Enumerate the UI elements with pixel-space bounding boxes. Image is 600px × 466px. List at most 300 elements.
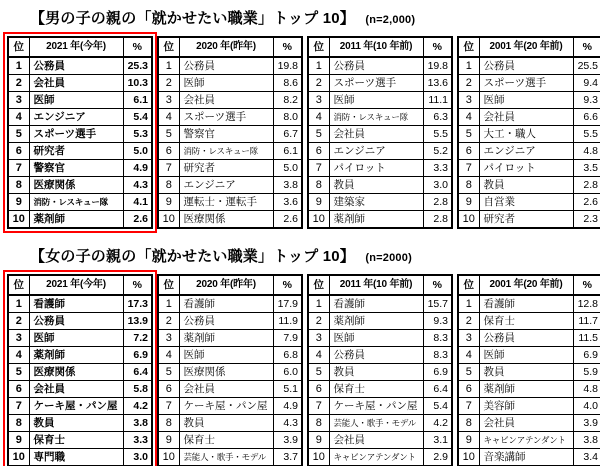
percent-cell: 3.8 [273,177,302,194]
rank-cell: 4 [458,347,479,364]
rank-cell: 8 [158,415,179,432]
job-cell: 会社員 [179,381,273,398]
rank-cell: 7 [308,160,329,177]
percent-cell: 3.9 [273,432,302,449]
percent-cell: 25.5 [573,57,600,75]
percent-cell: 6.3 [423,109,452,126]
rank-cell: 3 [8,92,29,109]
rank-cell: 4 [158,109,179,126]
table-row [458,194,600,211]
table-row [308,330,452,347]
percent-cell: 17.3 [123,295,152,313]
table-row [308,126,452,143]
table-row [458,432,600,449]
table-row [308,381,452,398]
rank-cell: 6 [308,143,329,160]
rank-cell: 8 [158,177,179,194]
job-cell: 教員 [479,177,573,194]
table-row [308,364,452,381]
job-cell: 医師 [29,330,123,347]
table-row [308,313,452,330]
job-cell: 薬剤師 [179,330,273,347]
rank-cell: 1 [458,295,479,313]
job-cell: 公務員 [29,313,123,330]
job-cell: 公務員 [329,347,423,364]
table-row [308,160,452,177]
table-row [458,92,600,109]
table-row [158,126,302,143]
percent-cell: 6.8 [273,347,302,364]
table-row [8,160,152,177]
table-row [8,126,152,143]
table-row [308,295,452,313]
table-row [8,109,152,126]
table-row [158,415,302,432]
job-cell: エンジニア [179,177,273,194]
table-row [308,211,452,229]
rank-cell: 10 [8,211,29,229]
percent-cell: 6.9 [573,347,600,364]
job-cell: 薬剤師 [29,347,123,364]
rank-header: 位 [158,37,179,57]
percent-cell: 5.2 [423,143,452,160]
percent-cell: 5.3 [123,126,152,143]
job-cell: 会社員 [329,432,423,449]
percent-cell: 3.4 [573,449,600,466]
job-cell: 看護師 [179,295,273,313]
job-cell: 医師 [179,75,273,92]
year-group-2011 [307,36,453,229]
rank-cell: 3 [458,330,479,347]
job-cell: 音楽講師 [479,449,573,466]
rank-cell: 9 [8,194,29,211]
job-cell: エンジニア [329,143,423,160]
table-row [8,295,152,313]
percent-cell: 5.4 [123,109,152,126]
job-cell: 医療関係 [29,364,123,381]
job-cell: 看護師 [329,295,423,313]
job-cell: パイロット [479,160,573,177]
table-row [158,57,302,75]
percent-cell: 6.6 [573,109,600,126]
percent-cell: 3.6 [273,194,302,211]
table-row [458,295,600,313]
rank-cell: 4 [458,109,479,126]
percent-header: % [423,37,452,57]
boys-ranking-table [7,36,600,229]
percent-header: % [273,37,302,57]
boys-title-text: 【男の子の親の「就かせたい職業」トップ 10】 [30,10,356,27]
table-row [458,143,600,160]
job-cell: エンジニア [29,109,123,126]
percent-cell: 13.9 [123,313,152,330]
percent-cell: 9.3 [423,313,452,330]
rank-header: 位 [458,37,479,57]
rank-cell: 6 [158,381,179,398]
table-row [458,109,600,126]
job-cell: 医師 [29,92,123,109]
percent-cell: 3.0 [123,449,152,466]
job-cell: 会社員 [329,126,423,143]
rank-cell: 1 [8,295,29,313]
table-row [158,160,302,177]
ranking-table [157,274,303,466]
job-cell: 医療関係 [29,177,123,194]
rank-cell: 1 [458,57,479,75]
table-row [308,109,452,126]
rank-cell: 5 [458,126,479,143]
rank-cell: 5 [308,364,329,381]
rank-cell: 10 [8,449,29,466]
table-row [8,381,152,398]
table-row [308,415,452,432]
percent-cell: 8.0 [273,109,302,126]
table-row [308,177,452,194]
percent-cell: 11.9 [273,313,302,330]
rank-cell: 5 [8,364,29,381]
rank-cell: 3 [158,92,179,109]
percent-header: % [423,275,452,295]
job-cell: 教員 [329,177,423,194]
percent-cell: 3.1 [423,432,452,449]
girls-title-text: 【女の子の親の「就かせたい職業」トップ 10】 [30,248,356,265]
table-row [158,194,302,211]
percent-cell: 6.4 [423,381,452,398]
percent-cell: 4.9 [273,398,302,415]
rank-cell: 10 [458,211,479,229]
job-cell: 自営業 [479,194,573,211]
year-group-2001 [457,36,600,229]
percent-cell: 6.9 [123,347,152,364]
percent-cell: 4.2 [123,398,152,415]
job-cell: 教員 [329,364,423,381]
job-cell: 会社員 [179,92,273,109]
year-header: 2001 年(20 年前) [479,37,573,57]
job-cell: ケーキ屋・パン屋 [29,398,123,415]
percent-cell: 3.8 [123,415,152,432]
job-cell: 研究者 [479,211,573,229]
year-group-2011 [307,274,453,466]
header-row [8,37,152,57]
job-cell: キャビンアテンダント [329,449,423,466]
job-cell: 専門職 [29,449,123,466]
year-header: 2020 年(昨年) [179,275,273,295]
percent-cell: 9.3 [573,92,600,109]
table-row [8,57,152,75]
rank-cell: 2 [158,313,179,330]
percent-cell: 2.6 [573,194,600,211]
rank-cell: 7 [8,160,29,177]
table-row [458,177,600,194]
girls-sample-size-note: (n=2000) [365,252,412,264]
table-row [8,194,152,211]
table-row [458,449,600,466]
rank-header: 位 [158,275,179,295]
percent-cell: 2.6 [273,211,302,229]
ranking-table [7,36,153,229]
rank-cell: 10 [158,211,179,229]
rank-cell: 6 [458,381,479,398]
job-cell: 医師 [479,92,573,109]
table-row [308,347,452,364]
percent-cell: 3.5 [573,160,600,177]
rank-header: 位 [8,275,29,295]
table-row [8,177,152,194]
job-cell: キャビンアテンダント [479,432,573,449]
rank-cell: 9 [458,194,479,211]
rank-cell: 4 [308,347,329,364]
job-cell: 警察官 [179,126,273,143]
ranking-table [7,274,153,466]
rank-cell: 7 [308,398,329,415]
job-cell: 美容師 [479,398,573,415]
header-row [308,275,452,295]
table-row [458,364,600,381]
percent-cell: 19.8 [423,57,452,75]
table-row [8,92,152,109]
rank-cell: 5 [158,126,179,143]
rank-cell: 2 [308,75,329,92]
job-cell: 保育士 [179,432,273,449]
job-cell: エンジニア [479,143,573,160]
job-cell: 会社員 [29,381,123,398]
percent-cell: 7.2 [123,330,152,347]
table-row [308,449,452,466]
job-cell: 薬剤師 [29,211,123,229]
girls-section-title [30,245,600,266]
percent-cell: 7.9 [273,330,302,347]
year-header: 2011 年(10 年前) [329,37,423,57]
rank-cell: 8 [458,177,479,194]
table-row [308,75,452,92]
rank-cell: 1 [8,57,29,75]
table-row [158,109,302,126]
percent-cell: 2.6 [123,211,152,229]
rank-cell: 9 [158,194,179,211]
table-row [458,160,600,177]
table-row [158,211,302,229]
job-cell: 医師 [329,330,423,347]
rank-cell: 10 [458,449,479,466]
rank-cell: 7 [8,398,29,415]
percent-cell: 5.5 [423,126,452,143]
table-row [308,57,452,75]
percent-cell: 5.5 [573,126,600,143]
job-cell: 建築家 [329,194,423,211]
percent-cell: 4.8 [573,381,600,398]
percent-cell: 8.3 [423,330,452,347]
percent-cell: 4.3 [273,415,302,432]
table-row [158,330,302,347]
rank-cell: 2 [8,313,29,330]
rank-cell: 8 [458,415,479,432]
percent-cell: 10.3 [123,75,152,92]
job-cell: 薬剤師 [329,211,423,229]
percent-header: % [573,37,600,57]
header-row [158,37,302,57]
percent-cell: 5.4 [423,398,452,415]
table-row [8,211,152,229]
table-row [158,432,302,449]
percent-cell: 5.0 [273,160,302,177]
rank-cell: 2 [458,75,479,92]
percent-cell: 3.7 [273,449,302,466]
table-row [158,295,302,313]
job-cell: 教員 [179,415,273,432]
boys-section-title [30,7,600,28]
rank-cell: 4 [158,347,179,364]
table-row [308,398,452,415]
job-cell: 教員 [479,364,573,381]
job-cell: 公務員 [179,313,273,330]
percent-cell: 3.8 [573,432,600,449]
table-row [158,398,302,415]
job-cell: 保育士 [479,313,573,330]
table-row [308,143,452,160]
percent-cell: 4.2 [423,415,452,432]
job-cell: 警察官 [29,160,123,177]
table-row [458,75,600,92]
rank-cell: 7 [158,160,179,177]
table-row [158,143,302,160]
percent-cell: 3.3 [423,160,452,177]
percent-cell: 8.2 [273,92,302,109]
boys-sample-size-note: (n=2,000) [365,14,416,26]
table-row [308,432,452,449]
percent-cell: 25.3 [123,57,152,75]
job-cell: 芸能人・歌手・モデル [329,415,423,432]
header-row [158,275,302,295]
job-cell: 消防・レスキュー隊 [329,109,423,126]
job-cell: 医療関係 [179,211,273,229]
percent-cell: 5.1 [273,381,302,398]
rank-cell: 7 [458,398,479,415]
rank-cell: 1 [158,57,179,75]
rank-cell: 1 [158,295,179,313]
percent-cell: 11.1 [423,92,452,109]
table-row [158,92,302,109]
table-row [458,57,600,75]
percent-cell: 6.1 [273,143,302,160]
job-cell: 医師 [179,347,273,364]
job-cell: 芸能人・歌手・モデル [179,449,273,466]
percent-cell: 11.5 [573,330,600,347]
rank-cell: 6 [158,143,179,160]
rank-cell: 8 [8,177,29,194]
year-group-2020 [157,36,303,229]
rank-cell: 7 [158,398,179,415]
rank-cell: 5 [308,126,329,143]
rank-cell: 8 [308,177,329,194]
year-header: 2021 年(今年) [29,37,123,57]
job-cell: 保育士 [329,381,423,398]
rank-cell: 2 [158,75,179,92]
table-row [458,398,600,415]
percent-cell: 13.6 [423,75,452,92]
percent-cell: 6.1 [123,92,152,109]
table-row [8,398,152,415]
rank-cell: 2 [458,313,479,330]
percent-cell: 8.6 [273,75,302,92]
table-row [8,347,152,364]
percent-cell: 4.0 [573,398,600,415]
rank-header: 位 [8,37,29,57]
table-row [308,92,452,109]
ranking-table [157,36,303,229]
table-row [158,313,302,330]
year-header: 2021 年(今年) [29,275,123,295]
rank-cell: 3 [308,330,329,347]
job-cell: 教員 [29,415,123,432]
table-row [458,347,600,364]
percent-cell: 2.9 [423,449,452,466]
job-cell: 公務員 [29,57,123,75]
rank-cell: 2 [308,313,329,330]
table-row [8,330,152,347]
job-cell: 会社員 [479,415,573,432]
table-row [158,364,302,381]
table-row [8,313,152,330]
header-row [458,37,600,57]
rank-cell: 6 [8,381,29,398]
rank-cell: 6 [308,381,329,398]
job-cell: 保育士 [29,432,123,449]
header-row [8,275,152,295]
percent-header: % [273,275,302,295]
table-row [458,126,600,143]
percent-header: % [123,37,152,57]
table-row [458,381,600,398]
percent-cell: 2.8 [423,194,452,211]
rank-cell: 7 [458,160,479,177]
rank-cell: 8 [8,415,29,432]
year-header: 2020 年(昨年) [179,37,273,57]
table-row [8,432,152,449]
rank-cell: 8 [308,415,329,432]
table-row [158,75,302,92]
rank-cell: 10 [308,449,329,466]
job-cell: パイロット [329,160,423,177]
job-cell: ケーキ屋・パン屋 [329,398,423,415]
job-cell: 運転士・運転手 [179,194,273,211]
percent-cell: 6.9 [423,364,452,381]
year-header: 2001 年(20 年前) [479,275,573,295]
job-cell: 公務員 [479,330,573,347]
percent-cell: 12.8 [573,295,600,313]
rank-cell: 9 [458,432,479,449]
header-row [308,37,452,57]
rank-cell: 3 [458,92,479,109]
table-row [458,415,600,432]
job-cell: 公務員 [329,57,423,75]
rank-cell: 9 [308,194,329,211]
job-cell: スポーツ選手 [29,126,123,143]
table-row [308,194,452,211]
percent-cell: 6.0 [273,364,302,381]
rank-cell: 9 [8,432,29,449]
rank-cell: 9 [158,432,179,449]
rank-cell: 3 [158,330,179,347]
table-row [158,449,302,466]
rank-cell: 9 [308,432,329,449]
rank-cell: 4 [8,347,29,364]
table-row [8,75,152,92]
year-group-2021 [7,274,153,466]
year-group-2020 [157,274,303,466]
rank-cell: 6 [458,143,479,160]
header-row [458,275,600,295]
job-cell: 消防・レスキュー隊 [29,194,123,211]
